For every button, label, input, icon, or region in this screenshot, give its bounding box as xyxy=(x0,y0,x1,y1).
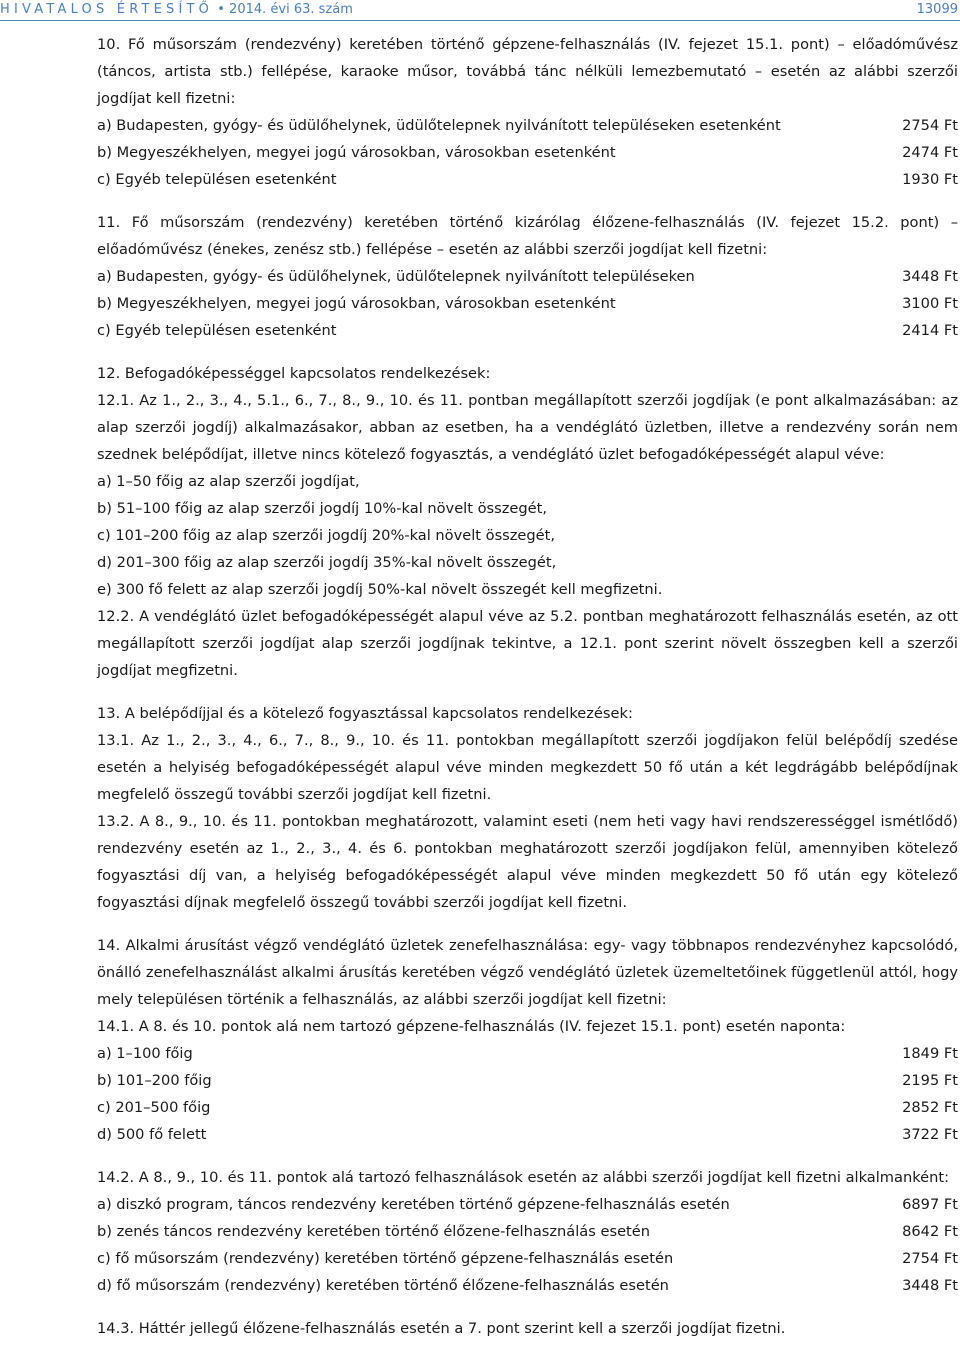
fee-amount: 3100 Ft xyxy=(902,295,958,312)
section-14-2: 14.2. A 8., 9., 10. és 11. pontok alá tartozó felhasználások esetén az alábbi szerzői jogdíjat kell fizetni alkalmanként: xyxy=(97,1169,950,1186)
fee-label: a) Budapesten, gyógy- és üdülőhelynek, üdülőtelepnek nyilvánított településeken esetenként xyxy=(97,117,781,134)
fee-label: c) Egyéb településen esetenként xyxy=(97,171,337,188)
fee-row xyxy=(97,317,958,344)
list-item: c) 101–200 főig az alap szerzői jogdíj 20%-kal növelt összegét, xyxy=(97,527,556,544)
section-14-3: 14.3. Háttér jellegű élőzene-felhasználás esetén a 7. pont szerint kell a szerzői jogdíjat fizetni. xyxy=(97,1320,786,1337)
section-13-1: 13.1. Az 1., 2., 3., 4., 6., 7., 8., 9., 10. és 11. pontokban megállapított szerzői jogdíjakon felül belépődíj szedése esetén a helyiség befogadóképességét alapul véve minden megkezdett 50 fő után a két legdrágább belépődíjnak megfelelő összegű további szerzői jogdíjat kell fizetni. xyxy=(97,732,958,803)
fee-row xyxy=(97,1272,958,1299)
section-12-heading: 12. Befogadóképességgel kapcsolatos rendelkezések: xyxy=(97,365,491,382)
fee-label: b) zenés táncos rendezvény keretében történő élőzene-felhasználás esetén xyxy=(97,1223,650,1240)
list-item: e) 300 fő felett az alap szerzői jogdíj 50%-kal növelt összegét kell megfizetni. xyxy=(97,581,663,598)
section-14-heading: 14. Alkalmi árusítást végző vendéglátó üzletek zenefelhasználása: egy- vagy többnapos rendezvényhez kapcsolódó, önálló zenefelhasználást alkalmi árusítás keretében végző vendéglátó üzletek üzemeltetőinek függetlenül attól, hogy mely településen történik a felhasználás, az alábbi szerzői jogdíjat kell fizetni: xyxy=(97,937,958,1008)
fee-label: c) Egyéb településen esetenként xyxy=(97,322,337,339)
section-14-1: 14.1. A 8. és 10. pontok alá nem tartozó gépzene-felhasználás (IV. fejezet 15.1. pont) esetén naponta: xyxy=(97,1018,846,1035)
fee-amount: 2414 Ft xyxy=(902,322,958,339)
fee-label: c) fő műsorszám (rendezvény) keretében történő gépzene-felhasználás esetén xyxy=(97,1250,674,1267)
list-item: d) 201–300 főig az alap szerzői jogdíj 35%-kal növelt összegét, xyxy=(97,554,557,571)
fee-row xyxy=(97,1094,958,1121)
fee-label: a) 1–100 főig xyxy=(97,1045,193,1062)
list-item: b) 51–100 főig az alap szerzői jogdíj 10%-kal növelt összegét, xyxy=(97,500,547,517)
header-rule xyxy=(0,20,960,21)
fee-amount: 2195 Ft xyxy=(902,1072,958,1089)
fee-label: b) Megyeszékhelyen, megyei jogú városokban, városokban esetenként xyxy=(97,144,616,161)
fee-label: b) 101–200 főig xyxy=(97,1072,212,1089)
fee-row xyxy=(97,139,958,166)
section-12-1: 12.1. Az 1., 2., 3., 4., 5.1., 6., 7., 8., 9., 10. és 11. pontban megállapított szerzői jogdíjak (e pont alkalmazásában: az alap szerzői jogdíj) alkalmazásakor, abban az esetben, ha a vendéglátó üzletben, illetve a rendezvény során nem szednek belépődíjat, illetve nincs kötelező fogyasztás, a vendéglátó üzlet befogadóképességét alapul véve: xyxy=(97,392,958,463)
section-10-text: 10. Fő műsorszám (rendezvény) keretében történő gépzene-felhasználás (IV. fejezet 15.1. pont) – előadóművész (táncos, artista stb.) fellépése, karaoke műsor, továbbá tánc nélküli lemezbemutató – esetén az alábbi szerzői jogdíjat kell fizetni: xyxy=(97,36,958,107)
fee-row xyxy=(97,1040,958,1067)
fee-label: a) diszkó program, táncos rendezvény keretében történő gépzene-felhasználás esetén xyxy=(97,1196,730,1213)
document-body xyxy=(97,31,958,1342)
fee-amount: 3722 Ft xyxy=(902,1126,958,1143)
fee-row xyxy=(97,263,958,290)
fee-amount: 2754 Ft xyxy=(902,117,958,134)
fee-label: d) 500 fő felett xyxy=(97,1126,207,1143)
section-13-heading: 13. A belépődíjjal és a kötelező fogyasztással kapcsolatos rendelkezések: xyxy=(97,705,633,722)
section-13-2: 13.2. A 8., 9., 10. és 11. pontokban meghatározott, valamint eseti (nem heti vagy havi rendszerességgel ismétlődő) rendezvény esetén az 1., 2., 3., 4. és 6. pontokban meghatározott szerzői jogdíjakon felül, amennyiben kötelező fogyasztási díj van, a helyiség befogadóképességét alapul véve minden megkezdett 50 fő után egy kötelező fogyasztási díjnak megfelelő összegű további szerzői jogdíjat kell fizetni. xyxy=(97,813,958,911)
fee-amount: 3448 Ft xyxy=(902,1277,958,1294)
page-number: 13099 xyxy=(916,2,958,17)
fee-row xyxy=(97,290,958,317)
fee-amount: 2474 Ft xyxy=(902,144,958,161)
fee-row xyxy=(97,112,958,139)
fee-amount: 8642 Ft xyxy=(902,1223,958,1240)
fee-row xyxy=(97,1067,958,1094)
header-left xyxy=(0,2,353,17)
fee-label: c) 201–500 főig xyxy=(97,1099,211,1116)
fee-label: d) fő műsorszám (rendezvény) keretében történő élőzene-felhasználás esetén xyxy=(97,1277,669,1294)
fee-amount: 1849 Ft xyxy=(902,1045,958,1062)
fee-amount: 2852 Ft xyxy=(902,1099,958,1116)
fee-amount: 2754 Ft xyxy=(902,1250,958,1267)
page-header xyxy=(0,0,960,22)
fee-row xyxy=(97,1218,958,1245)
section-12-2: 12.2. A vendéglátó üzlet befogadóképességét alapul véve az 5.2. pontban meghatározott felhasználás esetén, az ott megállapított szerzői jogdíjat alap szerzői jogdíjnak tekintve, a 12.1. pont szerint növelt összegben kell a szerzői jogdíjat megfizetni. xyxy=(97,608,958,679)
publication-title: HIVATALOS ÉRTESÍTŐ xyxy=(0,2,214,17)
list-item: a) 1–50 főig az alap szerzői jogdíjat, xyxy=(97,473,360,490)
fee-amount: 6897 Ft xyxy=(902,1196,958,1213)
fee-label: b) Megyeszékhelyen, megyei jogú városokban, városokban esetenként xyxy=(97,295,616,312)
fee-amount: 1930 Ft xyxy=(902,171,958,188)
fee-row xyxy=(97,1245,958,1272)
header-bullet: • xyxy=(217,2,225,17)
fee-amount: 3448 Ft xyxy=(902,268,958,285)
section-11-text: 11. Fő műsorszám (rendezvény) keretében történő kizárólag élőzene-felhasználás (IV. fejezet 15.2. pont) – előadóművész (énekes, zenész stb.) fellépése – esetén az alábbi szerzői jogdíjat kell fizetni: xyxy=(97,214,958,258)
fee-label: a) Budapesten, gyógy- és üdülőhelynek, üdülőtelepnek nyilvánított településeken xyxy=(97,268,695,285)
fee-row xyxy=(97,1191,958,1218)
issue-number: 2014. évi 63. szám xyxy=(229,2,353,17)
fee-row xyxy=(97,1121,958,1148)
fee-row xyxy=(97,166,958,193)
